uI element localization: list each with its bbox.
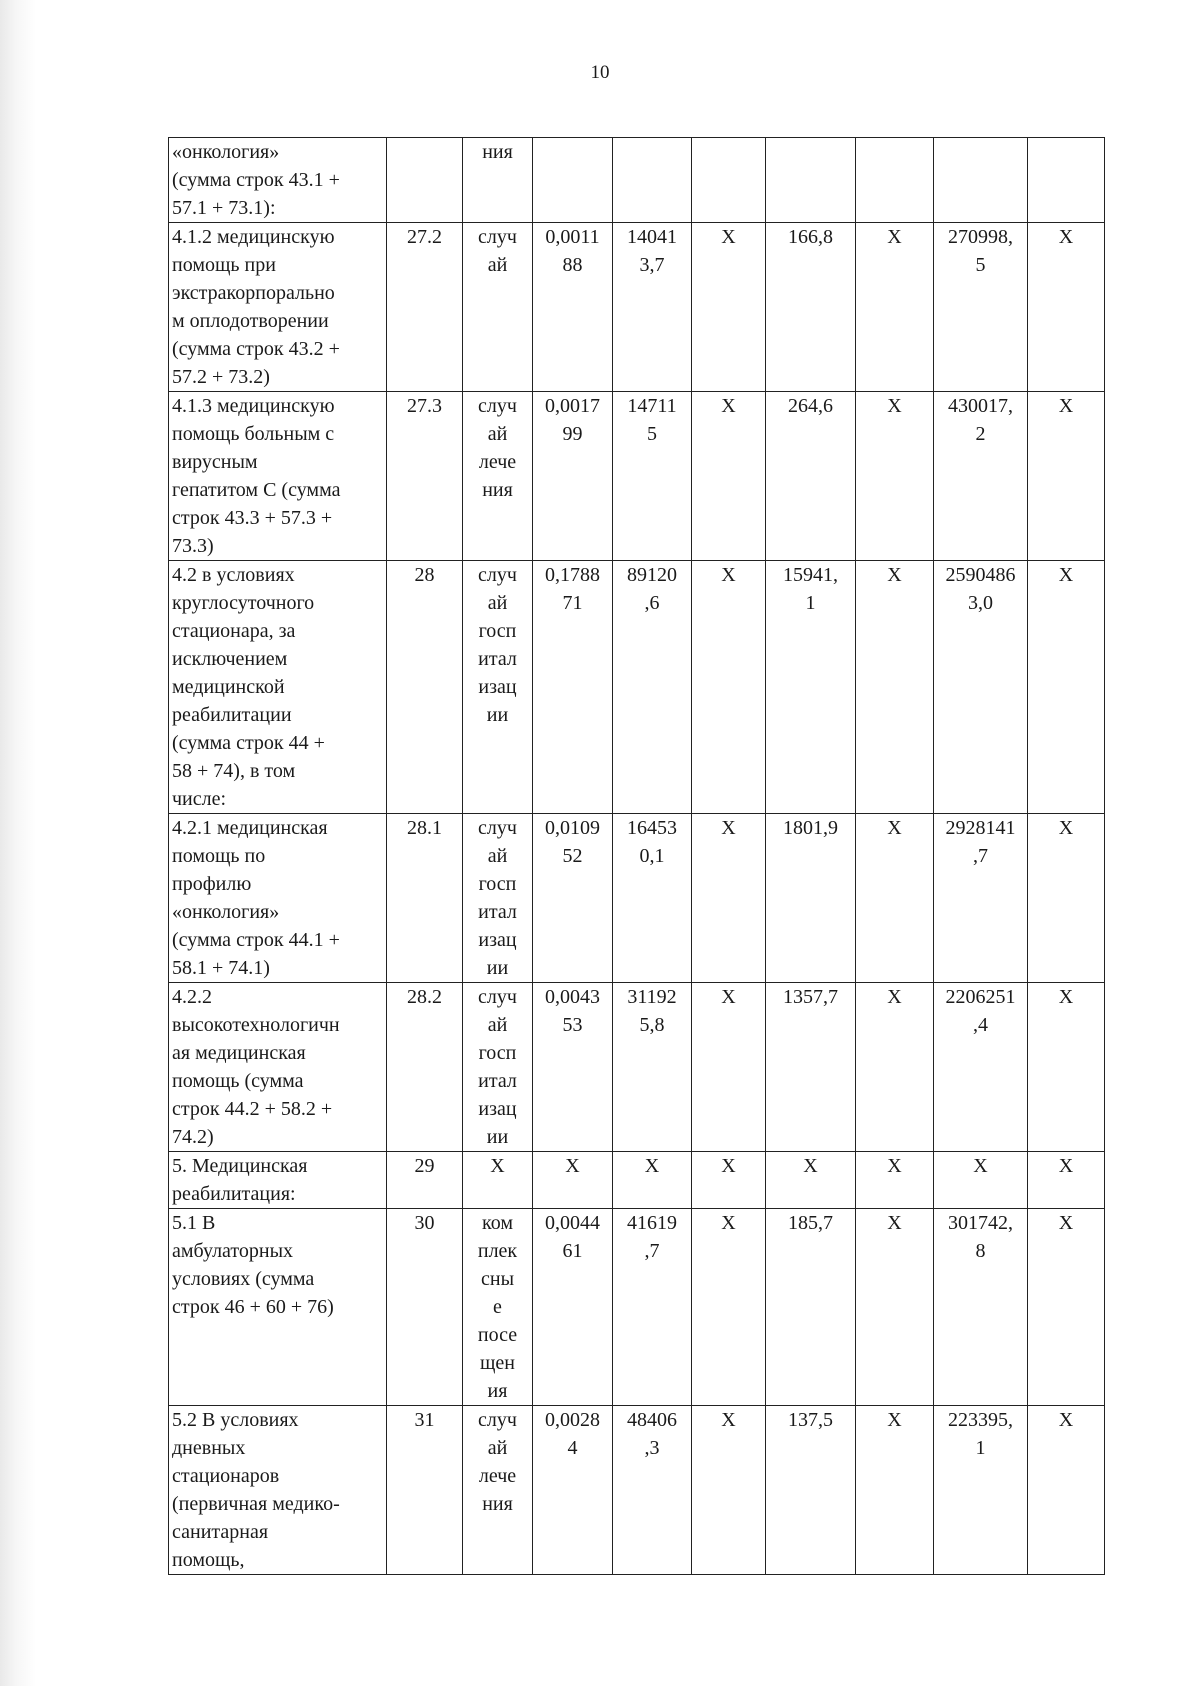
cell-cost: 31192 5,8	[613, 983, 692, 1152]
cell-col9: X	[934, 1152, 1028, 1209]
cell-col6: X	[692, 1406, 766, 1575]
cell-norm: 0,1788 71	[533, 561, 613, 814]
cell-cost: 48406 ,3	[613, 1406, 692, 1575]
cell-label: 4.2.2 высокотехнологичн ая медицинская помощь (сумма строк 44.2 + 58.2 + 74.2)	[169, 983, 387, 1152]
cell-cost: X	[613, 1152, 692, 1209]
table-row	[169, 138, 1105, 223]
scan-edge	[0, 0, 36, 1686]
cell-col8: X	[856, 223, 934, 392]
cell-col8: X	[856, 1406, 934, 1575]
cell-col7: 15941, 1	[766, 561, 856, 814]
cell-col6: X	[692, 1209, 766, 1406]
cell-line-number: 27.3	[387, 392, 463, 561]
cell-cost: 14711 5	[613, 392, 692, 561]
cell-col10: X	[1028, 392, 1105, 561]
cell-col6: X	[692, 983, 766, 1152]
cell-norm: 0,0011 88	[533, 223, 613, 392]
cell-label: 5. Медицинская реабилитация:	[169, 1152, 387, 1209]
cell-col8: X	[856, 392, 934, 561]
cell-norm	[533, 138, 613, 223]
table-row	[169, 1209, 1105, 1406]
cell-col7: 1357,7	[766, 983, 856, 1152]
cell-col10: X	[1028, 1406, 1105, 1575]
table-row	[169, 1406, 1105, 1575]
data-table	[168, 137, 1105, 1575]
cell-col9: 2206251 ,4	[934, 983, 1028, 1152]
cell-col7: X	[766, 1152, 856, 1209]
cell-unit: ком плек сны е посе щен ия	[463, 1209, 533, 1406]
cell-col8: X	[856, 561, 934, 814]
table-container	[168, 137, 1105, 1575]
cell-line-number: 28	[387, 561, 463, 814]
cell-col9: 270998, 5	[934, 223, 1028, 392]
table-row	[169, 223, 1105, 392]
cell-unit: ния	[463, 138, 533, 223]
cell-col7	[766, 138, 856, 223]
cell-line-number: 30	[387, 1209, 463, 1406]
cell-col6	[692, 138, 766, 223]
cell-label: 5.2 В условиях дневных стационаров (первичная медико- санитарная помощь,	[169, 1406, 387, 1575]
cell-unit: X	[463, 1152, 533, 1209]
cell-norm: 0,0043 53	[533, 983, 613, 1152]
cell-norm: 0,0044 61	[533, 1209, 613, 1406]
table-row	[169, 983, 1105, 1152]
table-row	[169, 561, 1105, 814]
cell-col6: X	[692, 223, 766, 392]
cell-cost: 89120 ,6	[613, 561, 692, 814]
cell-unit: случ ай лече ния	[463, 1406, 533, 1575]
cell-cost: 14041 3,7	[613, 223, 692, 392]
cell-col10: X	[1028, 561, 1105, 814]
cell-unit: случ ай лече ния	[463, 392, 533, 561]
cell-col9: 2590486 3,0	[934, 561, 1028, 814]
cell-unit: случ ай госп итал изац ии	[463, 983, 533, 1152]
table-row	[169, 814, 1105, 983]
cell-col7: 264,6	[766, 392, 856, 561]
cell-cost: 41619 ,7	[613, 1209, 692, 1406]
cell-col9	[934, 138, 1028, 223]
cell-label: 4.1.3 медицинскую помощь больным с вирусным гепатитом С (сумма строк 43.3 + 57.3 + 73.3)	[169, 392, 387, 561]
cell-col10: X	[1028, 1209, 1105, 1406]
cell-col8: X	[856, 1209, 934, 1406]
cell-line-number: 27.2	[387, 223, 463, 392]
cell-cost: 16453 0,1	[613, 814, 692, 983]
cell-line-number: 29	[387, 1152, 463, 1209]
cell-col6: X	[692, 814, 766, 983]
cell-col9: 301742, 8	[934, 1209, 1028, 1406]
cell-col8: X	[856, 983, 934, 1152]
cell-line-number: 31	[387, 1406, 463, 1575]
cell-label: 4.2.1 медицинская помощь по профилю «онкология» (сумма строк 44.1 + 58.1 + 74.1)	[169, 814, 387, 983]
cell-label: 4.2 в условиях круглосуточного стационара, за исключением медицинской реабилитации (сумма строк 44 + 58 + 74), в том числе:	[169, 561, 387, 814]
cell-label: 4.1.2 медицинскую помощь при экстракорпорально м оплодотворении (сумма строк 43.2 + 57.2 + 73.2)	[169, 223, 387, 392]
cell-col7: 185,7	[766, 1209, 856, 1406]
cell-col6: X	[692, 1152, 766, 1209]
table-row	[169, 1152, 1105, 1209]
cell-col7: 137,5	[766, 1406, 856, 1575]
cell-col9: 430017, 2	[934, 392, 1028, 561]
cell-line-number	[387, 138, 463, 223]
cell-col6: X	[692, 392, 766, 561]
cell-col10: X	[1028, 983, 1105, 1152]
cell-unit: случ ай	[463, 223, 533, 392]
cell-col9: 2928141 ,7	[934, 814, 1028, 983]
cell-col9: 223395, 1	[934, 1406, 1028, 1575]
cell-label: 5.1 В амбулаторных условиях (сумма строк 46 + 60 + 76)	[169, 1209, 387, 1406]
cell-col10: X	[1028, 1152, 1105, 1209]
cell-col10: X	[1028, 223, 1105, 392]
cell-norm: X	[533, 1152, 613, 1209]
cell-col7: 166,8	[766, 223, 856, 392]
cell-col8: X	[856, 814, 934, 983]
cell-col8: X	[856, 1152, 934, 1209]
cell-line-number: 28.2	[387, 983, 463, 1152]
cell-norm: 0,0109 52	[533, 814, 613, 983]
cell-norm: 0,0028 4	[533, 1406, 613, 1575]
cell-col6: X	[692, 561, 766, 814]
cell-col8	[856, 138, 934, 223]
page-number: 10	[590, 62, 610, 83]
cell-norm: 0,0017 99	[533, 392, 613, 561]
cell-label: «онкология» (сумма строк 43.1 + 57.1 + 73.1):	[169, 138, 387, 223]
cell-unit: случ ай госп итал изац ии	[463, 814, 533, 983]
cell-cost	[613, 138, 692, 223]
table-row	[169, 392, 1105, 561]
cell-line-number: 28.1	[387, 814, 463, 983]
cell-unit: случ ай госп итал изац ии	[463, 561, 533, 814]
cell-col7: 1801,9	[766, 814, 856, 983]
cell-col10	[1028, 138, 1105, 223]
cell-col10: X	[1028, 814, 1105, 983]
